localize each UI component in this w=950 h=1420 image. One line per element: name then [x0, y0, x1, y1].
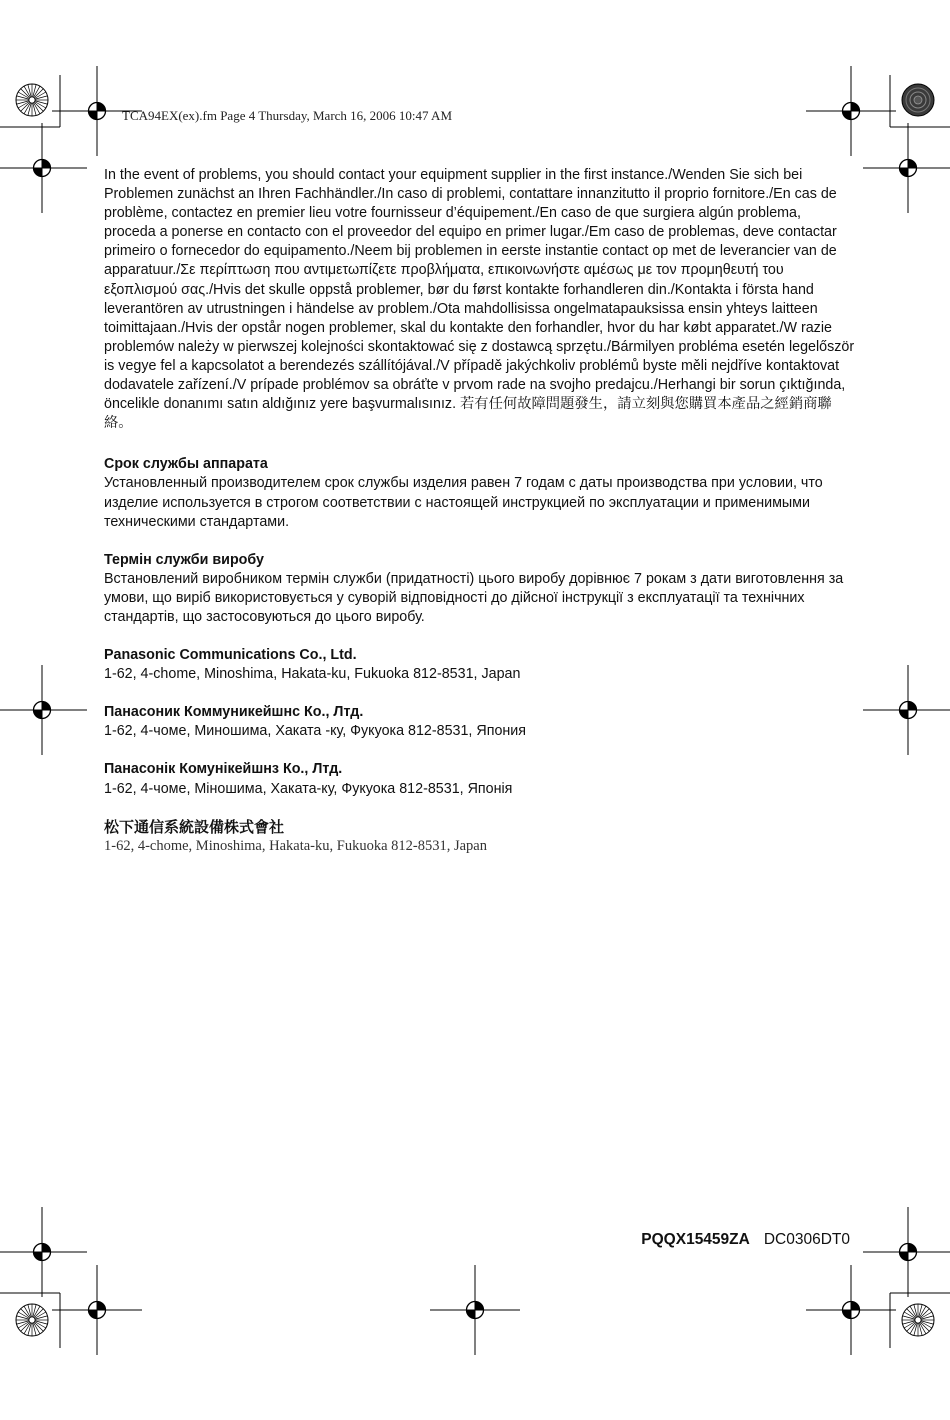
multilingual-contact-paragraph: In the event of problems, you should contact your equipment supplier in the first instance./Wenden Sie sich bei Problemen zunächst an Ihren Fachhändler./In caso di problemi, contattare innanzitutto il proprio fornitore./En cas de problème, contactez en premier lieu votre fournisseur d’équipement./En caso de que surgiera algún problema, proceda a ponerse en contacto con el proveedor del equipo en primer lugar./Em caso de problemas, deve contactar primeiro o fornecedor do equipamento./Neem bij problemen in eerste instantie contact op met de leverancier van de apparatuur./Σε περίπτωση που αντιμετωπίζετε προβλήματα, επικοινωνήστε αμέσως με τον προμηθευτή του εξοπλισμού σας./Hvis det skulle oppstå problemer, bør du først kontakte forhandleren din./Kontakta i första hand leverantören av utrustningen i händelse av problem./Ota mahdollisissa ongelmatapauksissa ensin yhteys laitteen toimittajaan./Hvis der opstår nogen problemer, skal du kontakte den forhandler, hvor du har købt apparatet./W razie problemów należy w pierwszej kolejności skontaktować się z dostawcą sprzętu./Bármilyen probléma esetén legelőször is vegye fel a kapcsolatot a berendezés szállítójával./V případě jakýchkoliv problémů byste měli nejdříve kontaktovat dodavatele zařízení./V prípade problémov sa obráťte v prvom rade na svojho predajcu./Herhangi bir sorun çıktığında, öncelikle donanımı satın aldığınız yere başvurmalısınız. 若有任何故障問題發生，請立刻與您購買本產品之經銷商聯絡。 [104, 167, 855, 432]
section-body: Установленный производителем срок службы изделия равен 7 годам с даты производства при условии, что изделие используется в строгом соответствии с настоящей инструкцией по эксплуатации и применимыми техническими стандартами. [104, 475, 823, 530]
section-body: Встановлений виробником термін служби (придатності) цього виробу дорівнює 7 рокам з дати виготовлення за умови, що виріб використовується у суворій відповідності до дійсної інструкції з експлуатації та технічних стандартів, що застосовуються до цього виробу. [104, 570, 844, 625]
company-address: 1-62, 4-chome, Minoshima, Hakata-ku, Fukuoka 812-8531, Japan [104, 666, 521, 683]
company-name: Панасоник Коммуникейшнс Ко., Лтд. [104, 704, 364, 721]
company-name: Panasonic Communications Co., Ltd. [104, 647, 357, 664]
crosshair-icon [0, 1207, 87, 1297]
sunburst-icon [16, 84, 48, 116]
crosshair-icon [806, 1265, 896, 1355]
crosshair-icon [863, 665, 950, 755]
section-heading: Срок службы аппарата [104, 456, 268, 473]
sunburst-icon [16, 1304, 48, 1336]
print-header: TCA94EX(ex).fm Page 4 Thursday, March 16, 2006 10:47 AM [122, 108, 453, 123]
crosshair-icon [0, 123, 87, 213]
document-code: DC0306DT0 [763, 1231, 850, 1248]
part-number: PQQX15459ZA [641, 1231, 750, 1248]
crosshair-icon [806, 66, 896, 156]
crosshair-icon [863, 1207, 950, 1297]
company-address: 1-62, 4-chome, Minoshima, Hakata-ku, Fukuoka 812-8531, Japan [104, 837, 487, 854]
document-footer [641, 1231, 850, 1249]
uk-service-life-section [104, 551, 856, 627]
sunburst-icon [902, 1304, 934, 1336]
crosshair-icon [863, 123, 950, 213]
company-name: 松下通信系統設備株式會社 [104, 817, 285, 836]
document-body [104, 166, 856, 856]
ru-service-life-section [104, 455, 856, 531]
section-heading: Термін служби виробу [104, 551, 265, 568]
company-address: 1-62, 4-чоме, Миношима, Хаката -ку, Фукуока 812-8531, Япония [104, 723, 527, 740]
company-name: Панасонік Комунікейшнз Ко., Лтд. [104, 761, 343, 778]
crosshair-icon [0, 665, 87, 755]
company-address-cjk [104, 818, 856, 856]
company-address-en [104, 646, 856, 684]
crosshair-icon [52, 1265, 142, 1355]
crosshair-icon [430, 1265, 520, 1355]
sunburst-icon [902, 84, 934, 116]
company-address-uk [104, 760, 856, 798]
company-address-ru [104, 703, 856, 741]
company-address: 1-62, 4-чоме, Міношима, Хаката-ку, Фукуока 812-8531, Японія [104, 780, 513, 797]
